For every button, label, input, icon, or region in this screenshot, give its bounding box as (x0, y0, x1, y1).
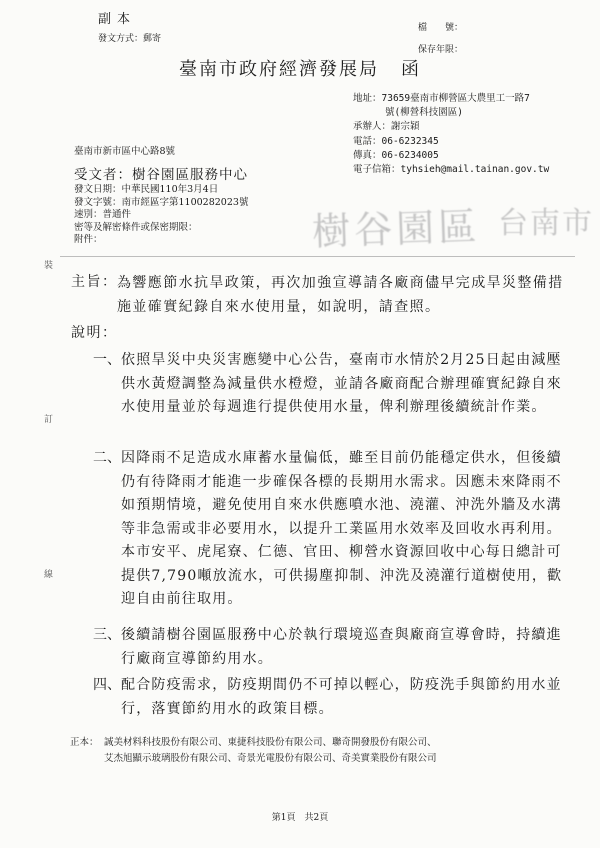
explanation-label: 說明： (71, 325, 118, 341)
retention-period-label: 保存年限： (418, 45, 464, 55)
send-method: 發文方式：郵寄 (98, 34, 162, 44)
copies-recipients: 艾杰旭顯示玻璃股份有限公司、奇景光電股份有限公司、奇美實業股份有限公司 (104, 753, 437, 764)
item-number: 四、 (93, 677, 121, 693)
contact-handler: 承辦人：謝宗穎 (353, 121, 420, 133)
explanation-item: 後續請樹谷園區服務中心於執行環境巡查與廠商宣導會時，持續進行廠商宣導節約用水。 (121, 627, 562, 667)
issuing-agency: 臺南市政府經濟發展局 (179, 59, 379, 80)
contact-email: 電子信箱：tyhsieh@mail.tainan.gov.tw (353, 164, 550, 176)
attachment: 附件： (74, 234, 103, 245)
explanation-item: 因降雨不足造成水庫蓄水量偏低，雖至目前仍能穩定供水，但後續仍有待降雨才能進一步確保各標的長期用水需求。因應未來降雨不如預期情境，避免使用自來水供應噴水池、澆灌、沖洗外牆及水溝等非急需或非必要用水，以提升工業區用水效率及回收水再利用。本市安平、虎尾寮、仁德、官田、柳營水資源回收中心每日總計可提供7,790噸放流水，可供揚塵抑制、沖洗及澆灌行道樹使用，歡迎自由前往取用。 (121, 450, 563, 607)
send-date: 發文日期：中華民國110年3月4日 (74, 184, 219, 195)
speed-class: 速別：普通件 (74, 209, 132, 220)
copies-recipients: 誠美材料科技股份有限公司、東捷科技股份有限公司、聯奇開發股份有限公司、 (104, 737, 437, 748)
divider (60, 256, 575, 257)
binding-mark: 訂 (44, 415, 54, 425)
explanation-item: 配合防疫需求，防疫期間仍不可掉以輕心，防疫洗手與節約用水並行，落實節約用水的政策目標。 (121, 677, 562, 717)
binding-mark: 裝 (44, 261, 54, 271)
contact-fax: 傳真：06-6234005 (353, 149, 439, 161)
contact-address: 地址：73659臺南市柳營區大農里工一路7 (353, 93, 530, 104)
page-number: 第1頁 共2頁 (271, 813, 329, 823)
item-number: 一、 (93, 352, 121, 368)
subject-text: 為響應節水抗旱政策，再次加強宣導請各廠商儘早完成旱災整備措施並確實紀錄自來水使用量，如說明，請查照。 (117, 275, 564, 315)
document-title (0, 55, 600, 81)
receipt-stamp-right: 台南市 (498, 206, 594, 241)
copies-label: 正本： (70, 737, 99, 748)
file-number-label: 檔 號： (418, 23, 464, 33)
document-meta (74, 184, 248, 247)
recipient-address: 臺南市新市區中心路8號 (74, 146, 176, 157)
item-number: 二、 (93, 450, 121, 466)
copy-mark: 副本 (98, 12, 137, 27)
item-number: 三、 (93, 627, 121, 643)
subject-label: 主旨： (71, 274, 118, 290)
recipient-name: 受文者：樹谷園區服務中心 (74, 167, 248, 183)
contact-address-cont: 號(柳營科技園區) (385, 107, 463, 119)
explanation-item: 依照旱災中央災害應變中心公告，臺南市水情於2月25日起由減壓供水黃燈調整為減量供水橙燈，並請各廠商配合辦理確實紀錄自來水使用量並於每週進行提供使用水量，俾利辦理後續統計作業。 (121, 352, 562, 415)
contact-phone: 電話：06-6232345 (353, 135, 439, 147)
binding-mark: 線 (44, 570, 54, 580)
receipt-stamp-left: 樹谷園區 (311, 204, 481, 254)
contact-block (353, 92, 549, 177)
document-type: 函 (401, 59, 421, 80)
send-number: 發文字號：南市經區字第1100282023號 (74, 196, 249, 208)
security-level: 密等及解密條件或保密期限： (74, 221, 198, 233)
